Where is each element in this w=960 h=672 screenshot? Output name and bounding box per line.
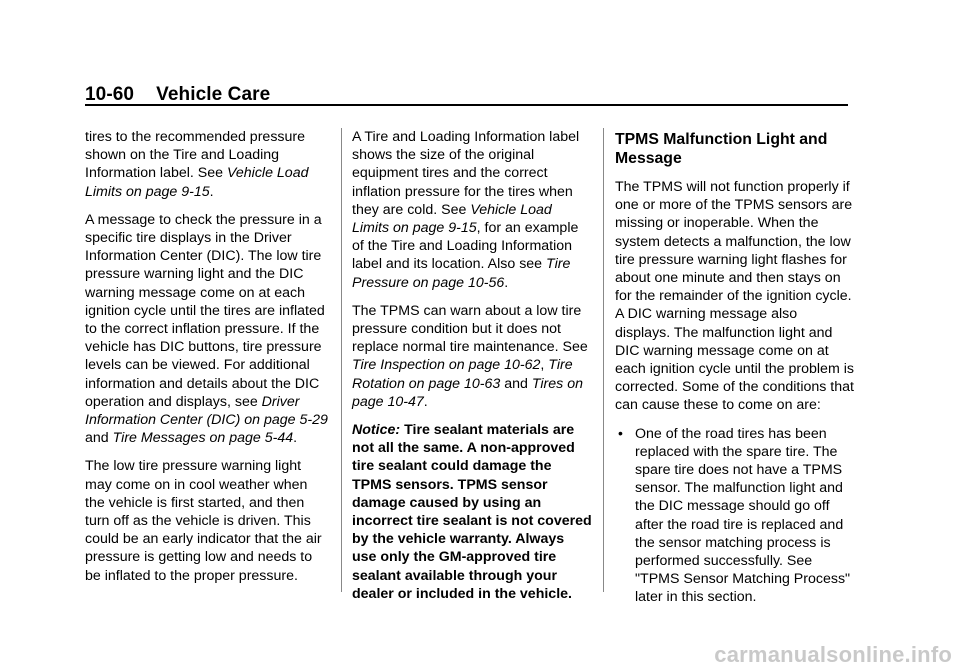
- page-number: 10-60: [85, 84, 135, 105]
- cross-reference-link[interactable]: Tire Rotation on page 10-63: [352, 357, 573, 392]
- paragraph: The low tire pressure warning light may come on in cool weather when the vehicle is first started, and then turn off as the vehicle is driven. This could be an early indicator that the air pressure is getting low and needs to be inflated to the proper pressure.: [85, 458, 322, 584]
- text: .: [293, 430, 298, 447]
- cross-reference-link[interactable]: Vehicle Load Limits on page 9-15: [352, 201, 552, 237]
- cross-reference-link[interactable]: Tire Inspection on page 10-62: [352, 357, 541, 374]
- notice-label: Notice:: [352, 422, 401, 439]
- section-heading: TPMS Malfunction Light and Message: [615, 131, 828, 167]
- cross-reference-link[interactable]: Driver Information Center (DIC) on page 5-29: [85, 393, 328, 429]
- text: .: [209, 183, 214, 200]
- cross-reference-link[interactable]: Tires on page 10-47: [352, 375, 583, 410]
- watermark: carmanualsonline.info: [714, 642, 952, 667]
- cross-reference-link[interactable]: Tire Messages on page 5-44: [112, 430, 294, 447]
- paragraph: [352, 128, 592, 292]
- page-header: [85, 84, 270, 106]
- header-rule: [85, 104, 848, 106]
- paragraph: The TPMS will not function properly if one or more of the TPMS sensors are missing or inoperable. When the system detects a malfunction, the low tire pressure warning light flashes for about one minute and then stays on for the remainder of the ignition cycle. A DIC warning message also displays. The malfunction light and DIC warning message come on at each ignition cycle until the problem is corrected. Some of the conditions that can cause these to come on are:: [615, 179, 854, 414]
- text: A message to check the pressure in a specific tire displays in the Driver Information Center (DIC). The low tire pressure warning light and the DIC warning message come on at each ignition cycle until the tires are inflated to the correct inflation pressure. If the vehicle has DIC buttons, tire pressure levels can be viewed. For additional information and details about the DIC operation and displays, see: [85, 211, 325, 410]
- text: and: [500, 375, 532, 392]
- column-3: [615, 128, 855, 607]
- cross-reference-link[interactable]: Vehicle Load Limits on page 9-15: [85, 165, 309, 200]
- column-divider: [603, 128, 604, 592]
- text: ,: [540, 357, 549, 374]
- bullet-list: [615, 425, 855, 607]
- paragraph: [85, 128, 330, 201]
- notice-block: [352, 421, 592, 603]
- notice-text: Tire sealant materials are not all the same. A non-approved tire sealant could damage the TPMS sensors. TPMS sensor damage caused by using an incorrect tire sealant is not covered by the vehicle warranty. Always use only the GM-approved tire sealant available through your dealer or included in the vehicle.: [352, 422, 592, 602]
- list-item: • One of the road tires has been replaced with the spare tire. The spare tire does not have a TPMS sensor. The malfunction light and the DIC message should go off after the road tire is replaced and the sensor matching process is performed successfully. See "TPMS Sensor Matching Process" later in this section.: [615, 425, 855, 607]
- text: , for an example of the Tire and Loading Information label and its location. Also see: [352, 220, 579, 273]
- text: and: [85, 430, 113, 447]
- text: A Tire and Loading Information label shows the size of the original equipment tires and the correct inflation pressure for the tires when they are cold. See: [352, 129, 580, 218]
- section-title: Vehicle Care: [156, 84, 271, 105]
- cross-reference-link[interactable]: Tire Pressure on page 10-56: [352, 256, 571, 291]
- text: The TPMS can warn about a low tire pressure condition but it does not replace normal tire maintenance. See: [352, 302, 588, 356]
- column-1: [85, 128, 330, 595]
- column-divider: [341, 128, 342, 592]
- column-2: [352, 128, 592, 613]
- text: .: [423, 393, 428, 410]
- text: .: [504, 274, 509, 291]
- paragraph: [352, 302, 592, 411]
- text: tires to the recommended pressure shown on the Tire and Loading Information label. See: [85, 129, 306, 182]
- paragraph: [85, 211, 330, 448]
